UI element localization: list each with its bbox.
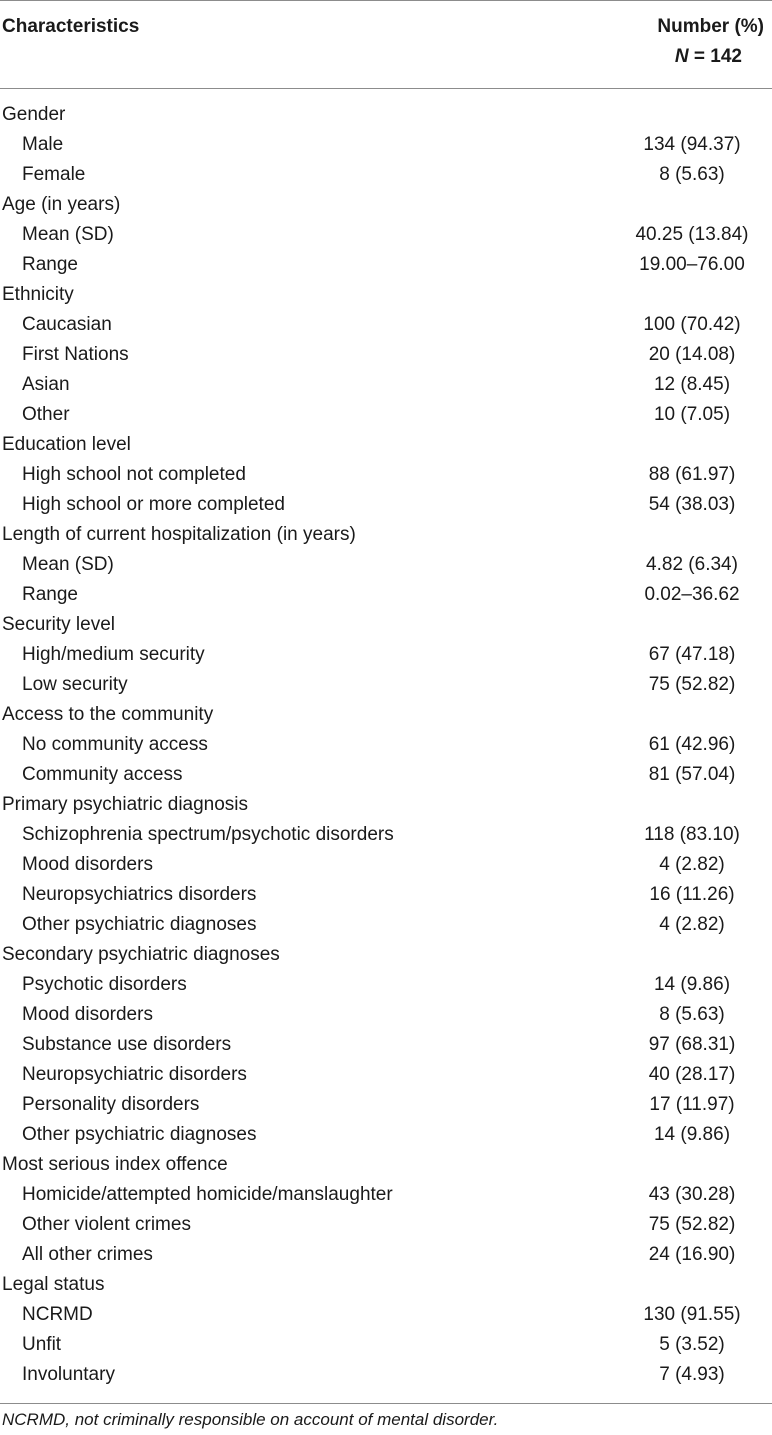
row-value: 14 (9.86): [653, 974, 731, 995]
group-label: Age (in years): [2, 194, 121, 215]
row-value: 8 (5.63): [659, 164, 725, 185]
table-footnote: NCRMD, not criminally responsible on account of mental disorder.: [2, 1410, 499, 1429]
row-label: High/medium security: [22, 644, 205, 665]
group-label: Legal status: [2, 1274, 105, 1295]
row-value: 97 (68.31): [648, 1034, 736, 1055]
row-label: Other: [22, 404, 70, 425]
row-label: Other violent crimes: [22, 1214, 191, 1235]
table-row: [0, 1120, 772, 1150]
row-label: First Nations: [22, 344, 129, 365]
table-row: [0, 340, 772, 370]
row-value: 5 (3.52): [659, 1334, 725, 1355]
table-row: [0, 1330, 772, 1360]
header-n-label: N: [674, 46, 689, 67]
table-group-row: [0, 520, 772, 550]
row-value: 130 (91.55): [643, 1304, 741, 1325]
table-row: [0, 490, 772, 520]
group-label: Ethnicity: [2, 284, 74, 305]
table-header: [0, 0, 772, 88]
row-value: 10 (7.05): [653, 404, 731, 425]
table-row: [0, 910, 772, 940]
row-value: 75 (52.82): [648, 674, 736, 695]
row-value: 12 (8.45): [653, 374, 731, 395]
row-label: Female: [22, 164, 86, 185]
table-row: [0, 160, 772, 190]
row-label: Other psychiatric diagnoses: [22, 1124, 257, 1145]
row-label: NCRMD: [22, 1304, 93, 1325]
row-label: Neuropsychiatrics disorders: [22, 884, 257, 905]
table-row: [0, 580, 772, 610]
row-label: Range: [22, 584, 78, 605]
table-row: [0, 760, 772, 790]
row-value: 40 (28.17): [648, 1064, 736, 1085]
table-row: [0, 850, 772, 880]
row-value: 54 (38.03): [648, 494, 736, 515]
table-group-row: [0, 1150, 772, 1180]
row-value: 17 (11.97): [649, 1094, 735, 1115]
group-label: Gender: [2, 104, 66, 125]
table-row: [0, 1240, 772, 1270]
table-bottom-rule: [0, 1403, 772, 1404]
table-row: [0, 550, 772, 580]
table-group-row: [0, 610, 772, 640]
table-row: [0, 970, 772, 1000]
row-value: 88 (61.97): [648, 464, 736, 485]
header-sample-size: [675, 46, 742, 68]
row-value: 67 (47.18): [648, 644, 736, 665]
table-row: [0, 670, 772, 700]
row-value: 7 (4.93): [659, 1364, 725, 1385]
table-row: [0, 1300, 772, 1330]
table-group-row: [0, 1270, 772, 1300]
table-row: [0, 1000, 772, 1030]
row-label: Community access: [22, 764, 183, 785]
table-row: [0, 1060, 772, 1090]
table-group-row: [0, 190, 772, 220]
table-row: [0, 1090, 772, 1120]
table-row: [0, 370, 772, 400]
header-number-percent: Number (%): [657, 16, 764, 37]
row-value: 4 (2.82): [659, 854, 725, 875]
row-label: Mean (SD): [22, 554, 114, 575]
row-label: All other crimes: [22, 1244, 153, 1265]
row-label: Low security: [22, 674, 128, 695]
table-row: [0, 880, 772, 910]
row-label: Psychotic disorders: [22, 974, 187, 995]
row-label: Caucasian: [22, 314, 112, 335]
group-label: Most serious index offence: [2, 1154, 228, 1175]
group-label: Education level: [2, 434, 131, 455]
table-row: [0, 250, 772, 280]
table-group-row: [0, 940, 772, 970]
table-group-row: [0, 280, 772, 310]
row-label: Asian: [22, 374, 70, 395]
table-body: [0, 100, 772, 1390]
row-label: Unfit: [22, 1334, 62, 1355]
row-value: 19.00–76.00: [639, 254, 745, 275]
row-value: 118 (83.10): [644, 824, 740, 845]
row-value: 24 (16.90): [648, 1244, 736, 1265]
header-n-value: = 142: [693, 46, 742, 67]
row-value: 40.25 (13.84): [635, 224, 749, 245]
row-value: 16 (11.26): [649, 884, 735, 905]
table-header-rule: [0, 88, 772, 89]
group-label: Length of current hospitalization (in years): [2, 524, 356, 545]
table-row: [0, 1210, 772, 1240]
table-row: [0, 640, 772, 670]
row-value: 0.02–36.62: [644, 584, 740, 605]
table-row: [0, 1180, 772, 1210]
table-row: [0, 310, 772, 340]
row-value: 20 (14.08): [648, 344, 736, 365]
row-label: Homicide/attempted homicide/manslaughter: [22, 1184, 393, 1205]
row-label: High school not completed: [22, 464, 246, 485]
row-value: 61 (42.96): [648, 734, 736, 755]
table-group-row: [0, 100, 772, 130]
row-label: Involuntary: [22, 1364, 115, 1385]
row-label: Male: [22, 134, 64, 155]
group-label: Primary psychiatric diagnosis: [2, 794, 249, 815]
table-group-row: [0, 790, 772, 820]
group-label: Security level: [2, 614, 115, 635]
row-label: Substance use disorders: [22, 1034, 232, 1055]
row-value: 14 (9.86): [653, 1124, 731, 1145]
row-value: 81 (57.04): [648, 764, 736, 785]
row-label: High school or more completed: [22, 494, 285, 515]
group-label: Access to the community: [2, 704, 214, 725]
row-value: 8 (5.63): [659, 1004, 725, 1025]
row-label: Range: [22, 254, 78, 275]
header-characteristics: Characteristics: [2, 16, 140, 37]
row-label: Mood disorders: [22, 1004, 153, 1025]
row-label: Neuropsychiatric disorders: [22, 1064, 247, 1085]
table-group-row: [0, 700, 772, 730]
row-label: Mood disorders: [22, 854, 153, 875]
row-label: Personality disorders: [22, 1094, 200, 1115]
table-row: [0, 220, 772, 250]
row-value: 134 (94.37): [643, 134, 741, 155]
row-value: 4 (2.82): [659, 914, 725, 935]
table-row: [0, 400, 772, 430]
row-value: 4.82 (6.34): [646, 554, 738, 575]
table-row: [0, 460, 772, 490]
group-label: Secondary psychiatric diagnoses: [2, 944, 280, 965]
row-value: 43 (30.28): [648, 1184, 736, 1205]
table-row: [0, 1030, 772, 1060]
row-value: 100 (70.42): [643, 314, 741, 335]
table-row: [0, 820, 772, 850]
row-label: Other psychiatric diagnoses: [22, 914, 257, 935]
table-row: [0, 730, 772, 760]
table-row: [0, 130, 772, 160]
table-group-row: [0, 430, 772, 460]
row-label: Mean (SD): [22, 224, 114, 245]
table-row: [0, 1360, 772, 1390]
row-value: 75 (52.82): [648, 1214, 736, 1235]
row-label: No community access: [22, 734, 208, 755]
row-label: Schizophrenia spectrum/psychotic disorders: [22, 824, 394, 845]
